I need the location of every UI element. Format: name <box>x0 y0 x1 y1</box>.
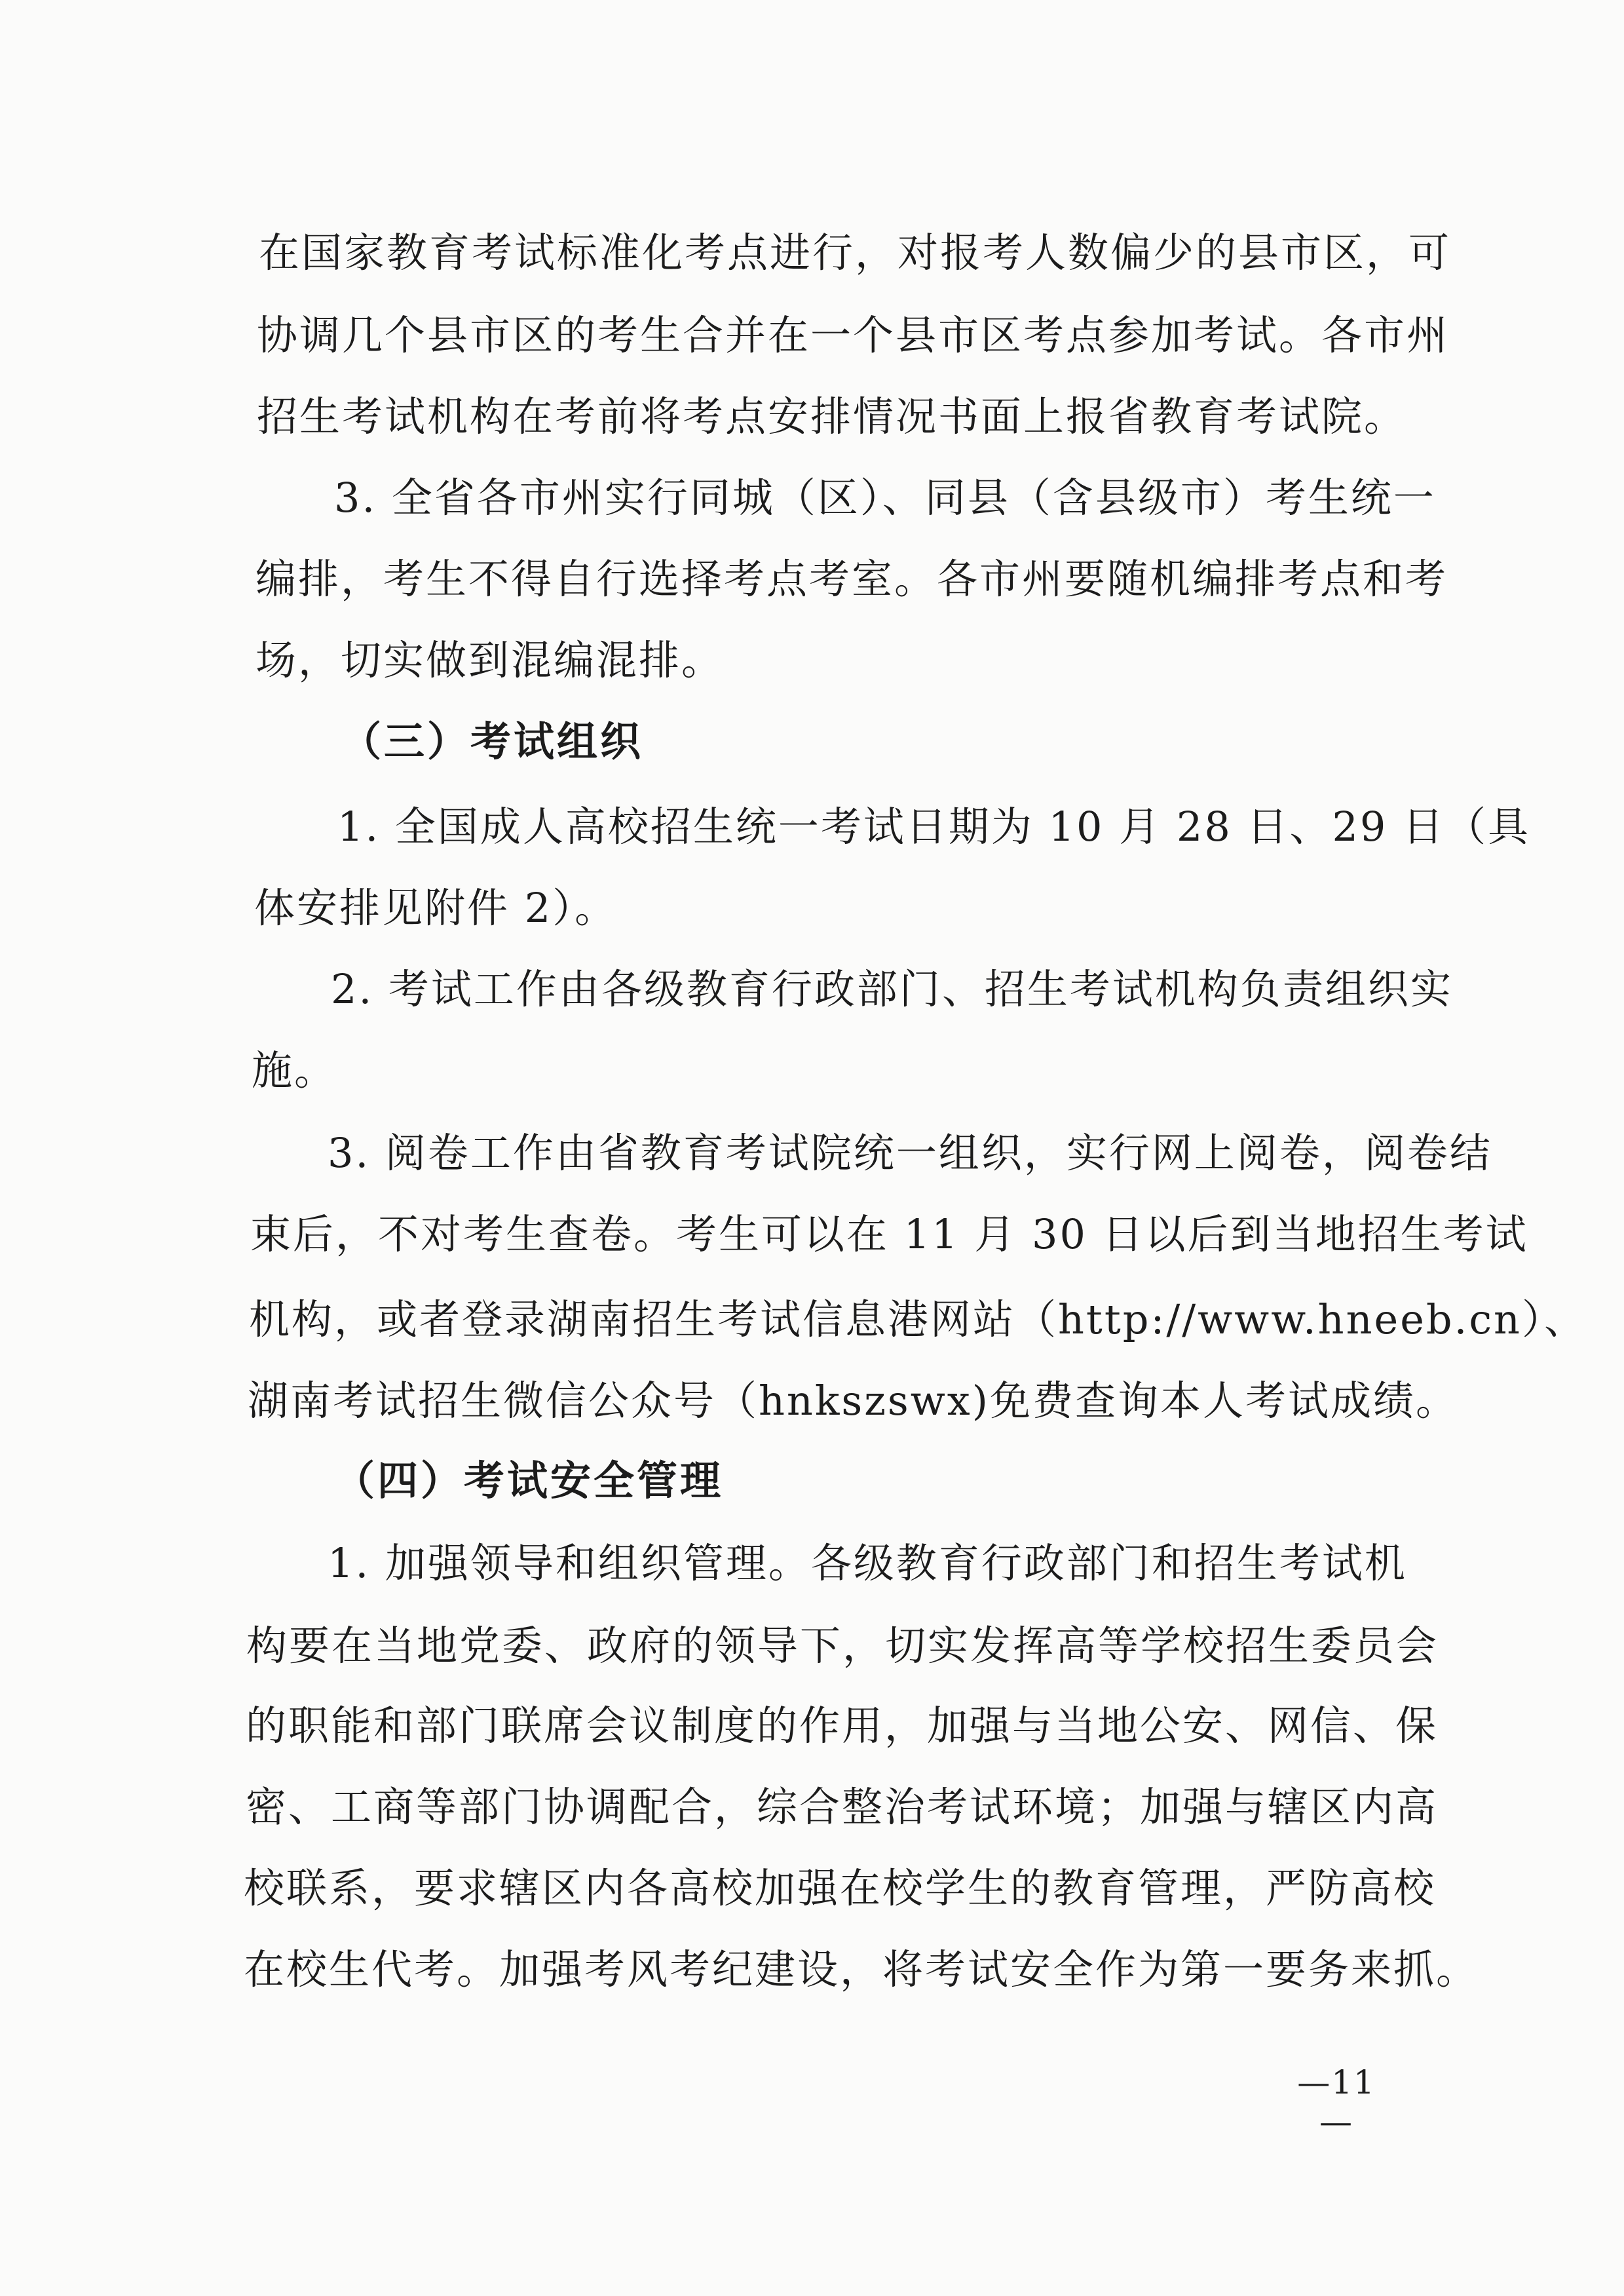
section-heading: （三）考试组织 <box>341 718 644 765</box>
text-line: 校联系，要求辖区内各高校加强在校学生的教育管理，严防高校 <box>244 1864 1437 1912</box>
text-line: 编排，考生不得自行选择考点考室。各市州要随机编排考点和考 <box>255 555 1448 603</box>
text-line: 的职能和部门联席会议制度的作用，加强与当地公安、网信、保 <box>246 1702 1439 1750</box>
text-line: 机构，或者登录湖南招生考试信息港网站（http://www.hneeb.cn）、 <box>249 1295 1587 1343</box>
text-line: 束后，不对考生查卷。考生可以在 11 月 30 日以后到当地招生考试 <box>250 1210 1528 1258</box>
text-line: 施。 <box>252 1046 337 1094</box>
text-line: 密、工商等部门协调配合，综合整治考试环境；加强与辖区内高 <box>246 1783 1439 1831</box>
text-line: 1. 全国成人高校招生统一考试日期为 10 月 28 日、29 日（具 <box>337 803 1531 851</box>
text-line: 3. 阅卷工作由省教育考试院统一组织，实行网上阅卷，阅卷结 <box>328 1129 1492 1177</box>
text-line: 3. 全省各市州实行同城（区）、同县（含县级市）考生统一 <box>334 474 1436 522</box>
text-line: 在国家教育考试标准化考点进行，对报考人数偏少的县市区，可 <box>259 229 1452 277</box>
text-line: 体安排见附件 2）。 <box>254 884 618 932</box>
text-line: 2. 考试工作由各级教育行政部门、招生考试机构负责组织实 <box>331 965 1453 1013</box>
section-heading: （四）考试安全管理 <box>334 1457 724 1504</box>
text-line: 场，切实做到混编混排。 <box>255 636 725 684</box>
text-line: 湖南考试招生微信公众号（hnkszswx)免费查询本人考试成绩。 <box>248 1377 1458 1425</box>
text-line: 1. 加强领导和组织管理。各级教育行政部门和招生考试机 <box>328 1539 1407 1587</box>
text-line: 招生考试机构在考前将考点安排情况书面上报省教育考试院。 <box>257 392 1407 440</box>
text-line: 构要在当地党委、政府的领导下，切实发挥高等学校招生委员会 <box>246 1622 1439 1670</box>
text-line: 协调几个县市区的考生合并在一个县市区考点参加考试。各市州 <box>257 311 1450 359</box>
page-number: —11— <box>1297 2063 1376 2141</box>
text-line: 在校生代考。加强考风考纪建设，将考试安全作为第一要务来抓。 <box>244 1945 1479 1993</box>
